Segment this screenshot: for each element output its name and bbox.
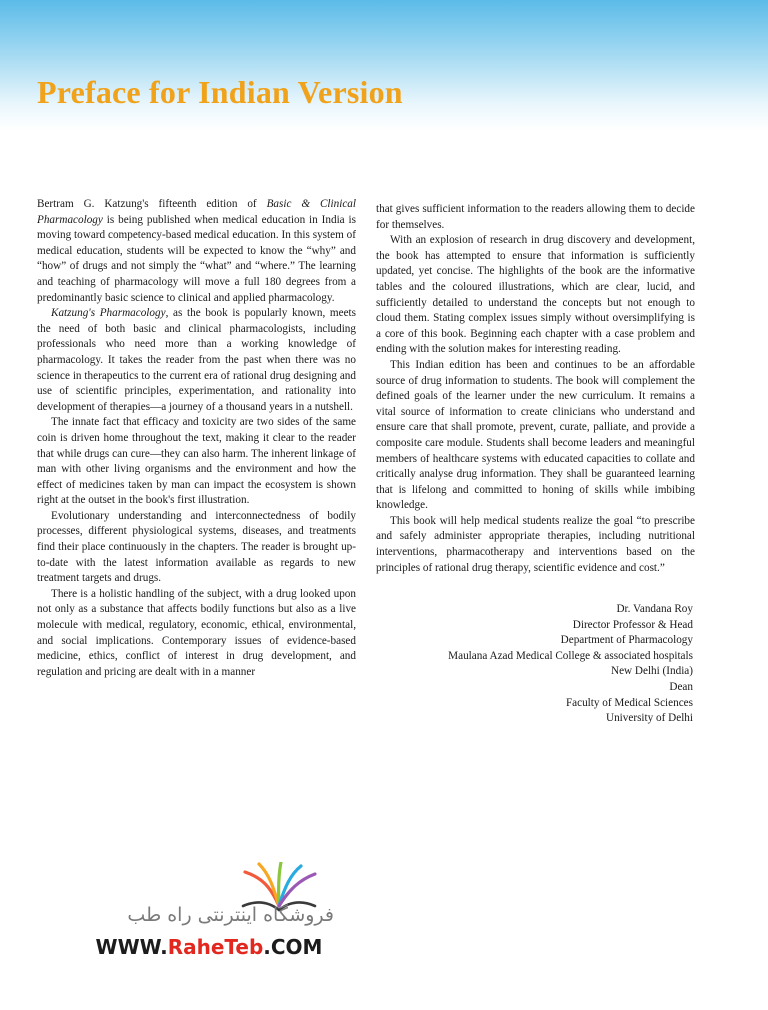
watermark-persian-text: فروشگاه اینترنتی راه طب (127, 904, 334, 926)
paragraph: There is a holistic handling of the subject, with a drug looked upon not only as a substance that affects bodily functions but also as a live molecule with medical, regulatory, economic, ethical, environmental, and social implications. Contemporary issues of evidence-based medicine, ethics, conflict of interest in drug development, and regulation and pricing are dealt with in a manner (37, 587, 356, 678)
signatory-college: Maulana Azad Medical College & associated hospitals (448, 649, 693, 662)
left-column (37, 197, 356, 680)
signatory-city: New Delhi (India) (610, 665, 693, 678)
watermark-url (84, 935, 334, 959)
signatory-faculty: Faculty of Medical Sciences (565, 696, 693, 709)
text-span: Bertram G. Katzung's fifteenth edition of (37, 198, 267, 210)
url-brand: RaheTeb (167, 935, 264, 959)
book-nickname: Katzung's Pharmacology (51, 307, 166, 320)
paragraph: Evolutionary understanding and interconnectedness of bodily processes, different physiological systems, diseases, and treatments find their place continuously in the chapters. The reader is brought up-to-date with the latest information available as regards to new treatment targets and drugs. (37, 509, 356, 585)
paragraph: that gives sufficient information to the readers allowing them to decide for themselves. (376, 203, 695, 231)
paragraph: This Indian edition has been and continues to be an affordable source of drug information to students. The book will complement the defined goals of the learner under the new curriculum. It remains a vital source of information to create clinicians who understand and ensure care that shall promote, prevent, curate, palliate, and provide a composite care module. Students shall become leaders and meaningful members of healthcare systems with educated capacities to collate and critically analyse drug information. They shall be guaranteed learning that is lifelong and committed to honing of skills while imbibing knowledge. (376, 358, 695, 512)
paragraph: The innate fact that efficacy and toxicity are two sides of the same coin is driven home throughout the text, making it clear to the reader that while drugs can cure—they can also harm. The inherent linkage of man with other living organisms and the environment and how the effect of medicines taken by man can impact the ecosystem is shown right at the outset in the book's first illustration. (37, 416, 356, 507)
paragraph (37, 197, 356, 306)
signatory-role-2: Dean (669, 680, 693, 693)
url-suffix: .COM (263, 935, 323, 959)
text-span: , as the book is popularly known, meets the need of both basic and clinical pharmacologists, including professionals who need more than a working knowledge of pharmacology. It takes the reader from the past when there was no science in therapeutics to the current era of rational drug designing and use of scientific principles, experimentation, and rationality into development of therapies—a journey of a thousand years in a nutshell. (37, 307, 357, 413)
signatory-role: Director Professor & Head (572, 618, 693, 631)
paragraph (37, 306, 356, 415)
text-span: is being published when medical education in India is moving toward competency-based medical education. In this system of medical education, students will be expected to know the “why” and “how” of drugs and not simply the “what” and “where.” The learning and teaching of pharmacology will move a full 180 degrees from a predominantly basic science to clinical and applied pharmacology. (37, 213, 356, 304)
book-title: Basic & Clinical Pharmacology (37, 198, 356, 226)
signatory-name: Dr. Vandana Roy (616, 603, 693, 615)
paragraph: This book will help medical students realize the goal “to prescribe and safely administer appropriate therapies, including nutritional interventions, pharmacotherapy and interventions based on the principles of rational drug therapy, scientific evidence and cost.” (376, 514, 695, 574)
page-title: Preface for Indian Version (37, 74, 403, 110)
right-column (376, 202, 695, 576)
paragraph: With an explosion of research in drug discovery and development, the book has attempted to ensure that information is sufficiently updated, yet concise. The highlights of the book are the informative tables and the coloured illustrations, which are clear, lucid, and sufficiently detailed to understand the concepts but not enough to cloud them. Stating complex issues simply without oversimplifying is a core of this book. Beginning each chapter with a case problem and ending with the solution makes for interesting reading. (376, 234, 695, 356)
signature-block (376, 602, 693, 727)
signatory-department: Department of Pharmacology (560, 634, 693, 647)
url-prefix: WWW. (95, 935, 168, 959)
signatory-university: University of Delhi (606, 712, 693, 725)
watermark (84, 860, 344, 970)
